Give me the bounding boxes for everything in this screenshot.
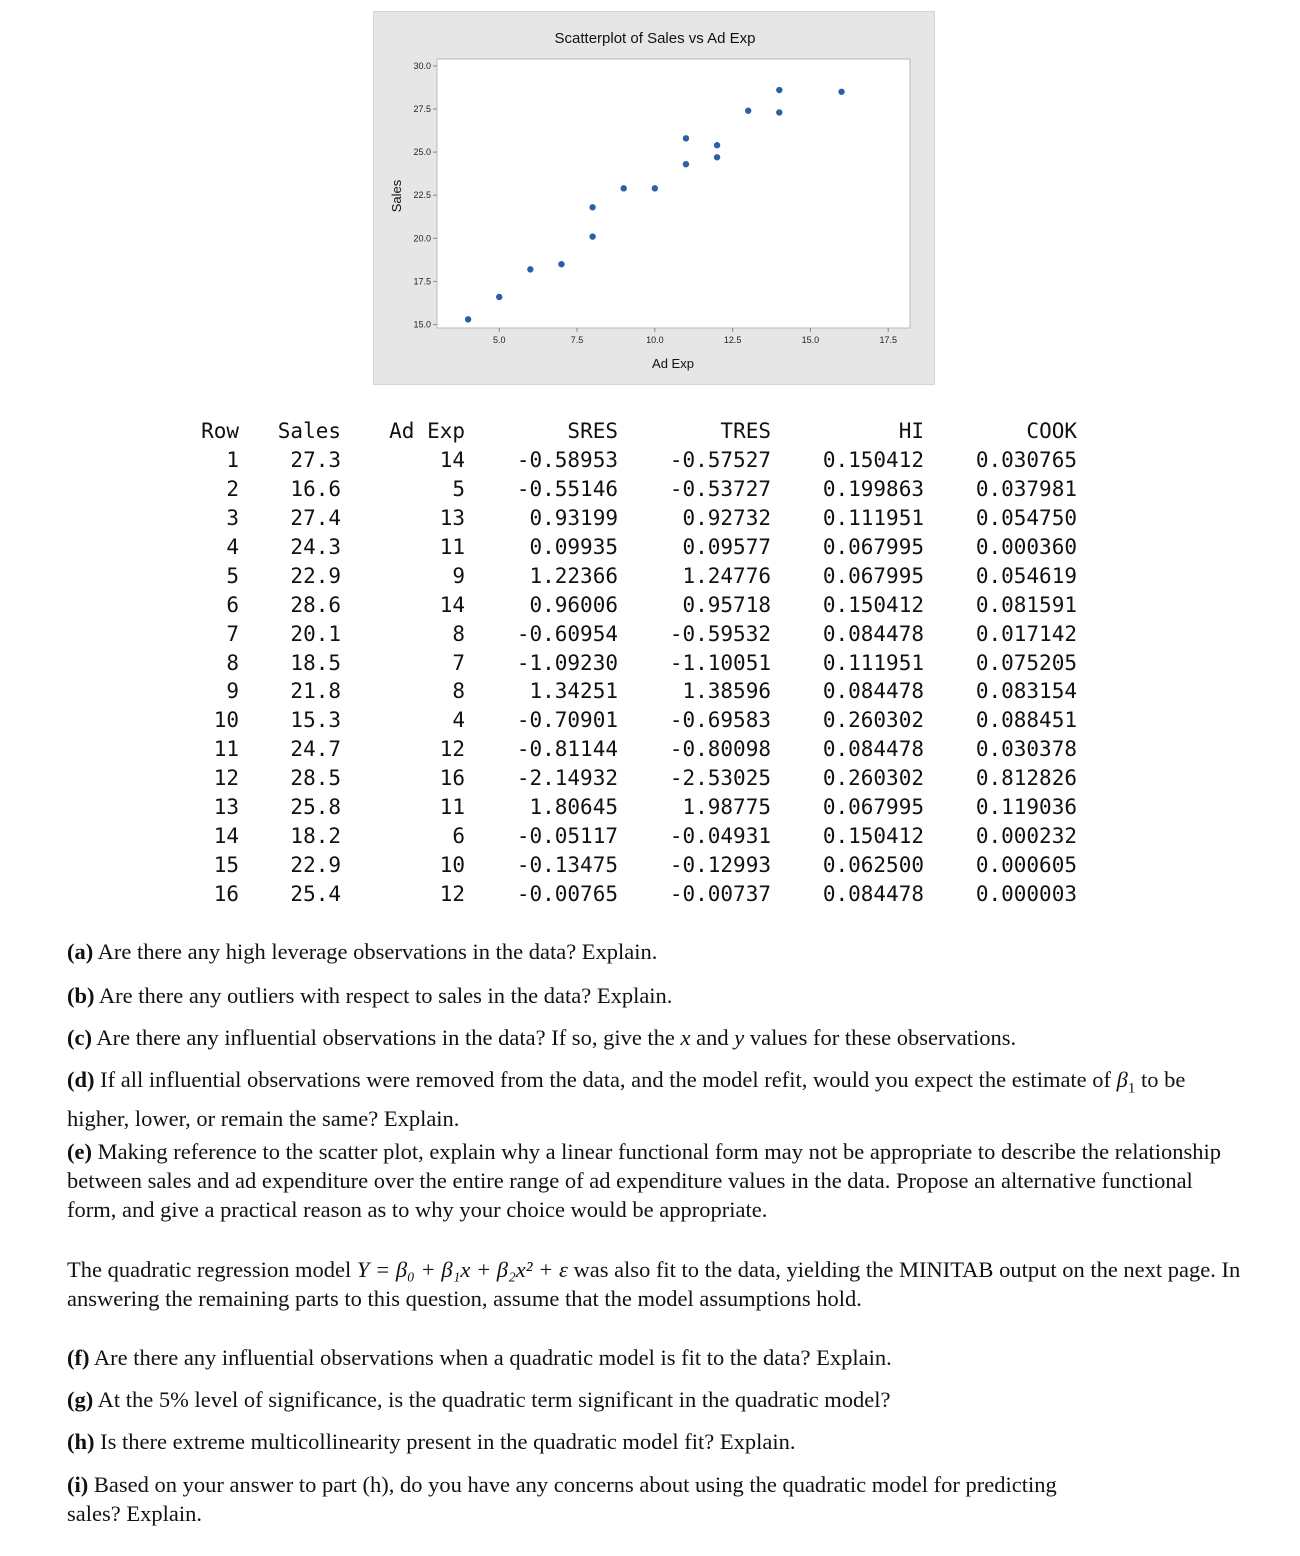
table-row (185, 850, 1077, 879)
quadratic-intro-tail: was also fit to the data, yielding the MINITAB output on the next page. In answering the remaining parts to this question, assume that the model assumptions hold. (67, 1257, 1241, 1311)
cook-value: 0.088451 (975, 708, 1077, 733)
tres-value: -0.04931 (669, 823, 771, 848)
y-axis-label: Sales (389, 179, 404, 213)
question-i (67, 1470, 1107, 1528)
question-e-text: Making reference to the scatter plot, explain why a linear functional form may not be appropriate to describe the relationship between sales and ad expenditure over the entire range of ad expenditure values in the data. Propose an alternative functional form, and give a practical reason as to why your choice would be appropriate. (67, 1139, 1221, 1222)
table-row (185, 475, 1077, 504)
tres-value: -0.80098 (669, 737, 771, 762)
chart-title: Scatterplot of Sales vs Ad Exp (554, 30, 756, 47)
row-number: 10 (213, 708, 239, 733)
sres-value: -0.05117 (516, 823, 618, 848)
question-i-text: Based on your answer to part (h), do you have any concerns about using the quadratic model for predicting sales? Explain. (67, 1472, 1057, 1526)
sres-value: -0.70901 (516, 708, 618, 733)
sres-value: 1.80645 (529, 795, 618, 820)
tres-value: 0.92732 (682, 506, 771, 531)
question-g (67, 1385, 1242, 1414)
question-h-text: Is there extreme multicollinearity present in the quadratic model fit? Explain. (94, 1429, 796, 1454)
tres-value: -2.53025 (669, 766, 771, 791)
question-d-tail: to be higher, lower, or remain the same? Explain. (67, 1067, 1186, 1131)
cook-value: 0.030378 (975, 737, 1077, 762)
x-tick-label: 17.5 (879, 335, 897, 345)
question-c (67, 1023, 1242, 1052)
scatter-point (776, 87, 782, 93)
question-g-text: At the 5% level of significance, is the quadratic term significant in the quadratic model? (93, 1387, 891, 1412)
tres-value: -0.69583 (669, 708, 771, 733)
cook-value: 0.812826 (975, 766, 1077, 791)
y-tick-label: 17.5 (413, 276, 431, 287)
question-c-tail: values for these observations. (744, 1025, 1017, 1050)
scatter-point (714, 154, 720, 160)
table-header-row (185, 417, 1077, 446)
table-row (185, 735, 1077, 764)
question-e (67, 1137, 1242, 1224)
question-f-text: Are there any influential observations when a quadratic model is fit to the data? Explain. (89, 1345, 892, 1370)
sres-value: -0.81144 (516, 737, 618, 762)
scatter-point (527, 266, 533, 272)
scatter-point (745, 108, 751, 114)
ad-exp-value: 4 (452, 708, 465, 733)
row-number: 7 (226, 621, 239, 646)
row-number: 3 (226, 506, 239, 531)
header-hi: HI (898, 419, 924, 444)
sres-value: -0.58953 (516, 448, 618, 473)
sres-value: 0.93199 (529, 506, 618, 531)
table-row (185, 446, 1077, 475)
scatter-point (714, 142, 720, 148)
cook-value: 0.054619 (975, 563, 1077, 588)
cook-value: 0.017142 (975, 621, 1077, 646)
row-number: 16 (213, 881, 239, 906)
sales-value: 15.3 (290, 708, 341, 733)
sres-value: -0.60954 (516, 621, 618, 646)
cook-value: 0.000360 (975, 535, 1077, 559)
question-d-text: If all influential observations were removed from the data, and the model refit, would you expect the estimate of (94, 1067, 1117, 1092)
tres-value: 1.38596 (682, 679, 771, 704)
row-number: 2 (226, 477, 239, 502)
question-b-label: (b) (67, 983, 95, 1008)
hi-value: 0.084478 (822, 881, 924, 906)
question-i-label: (i) (67, 1472, 89, 1497)
row-number: 4 (226, 535, 239, 559)
question-c-label: (c) (67, 1025, 92, 1050)
sres-value: -0.00765 (516, 881, 618, 906)
row-number: 8 (226, 650, 239, 675)
question-c-y: y (734, 1025, 745, 1050)
tres-value: 1.98775 (682, 795, 771, 820)
hi-value: 0.067995 (822, 563, 924, 588)
tres-value: -0.59532 (669, 621, 771, 646)
question-h-label: (h) (67, 1429, 95, 1454)
table-row (185, 561, 1077, 590)
tres-value: -0.12993 (669, 852, 771, 877)
sales-value: 18.2 (290, 823, 341, 848)
sales-value: 27.4 (290, 506, 341, 531)
y-tick-label: 20.0 (413, 233, 431, 244)
quadratic-equation: Y = β₀ + β₁x + β₂x² + ε (356, 1257, 568, 1282)
question-b-text: Are there any outliers with respect to sales in the data? Explain. (94, 983, 673, 1008)
scatter-point (838, 89, 844, 95)
table-row (185, 764, 1077, 793)
x-tick-label: 7.5 (570, 335, 584, 345)
cook-value: 0.000232 (975, 823, 1077, 848)
y-tick-label: 22.5 (413, 190, 431, 201)
cook-value: 0.081591 (975, 592, 1077, 617)
x-axis-label: Ad Exp (652, 356, 694, 371)
hi-value: 0.150412 (822, 448, 924, 473)
ad-exp-value: 8 (452, 621, 465, 646)
table-row (185, 821, 1077, 850)
sales-value: 28.5 (290, 766, 341, 791)
sres-value: 1.22366 (529, 563, 618, 588)
question-b (67, 981, 1242, 1010)
hi-value: 0.062500 (822, 852, 924, 877)
tres-value: -0.53727 (669, 477, 771, 502)
ad-exp-value: 11 (439, 535, 465, 559)
cook-value: 0.030765 (975, 448, 1077, 473)
sales-value: 21.8 (290, 679, 341, 704)
y-tick-label: 15.0 (413, 319, 431, 330)
cook-value: 0.000003 (975, 881, 1077, 906)
cook-value: 0.083154 (975, 679, 1077, 704)
question-d-sub: 1 (1127, 1080, 1136, 1097)
question-a-text: Are there any high leverage observations in the data? Explain. (93, 939, 658, 964)
ad-exp-value: 12 (439, 881, 465, 906)
y-tick-label: 25.0 (413, 147, 431, 158)
hi-value: 0.260302 (822, 708, 924, 733)
diagnostics-table (185, 417, 1077, 908)
question-a (67, 937, 1242, 966)
question-c-text: Are there any influential observations in the data? If so, give the (91, 1025, 681, 1050)
ad-exp-value: 14 (439, 592, 465, 617)
row-number: 14 (213, 823, 239, 848)
question-h (67, 1427, 1242, 1456)
sres-value: -0.13475 (516, 852, 618, 877)
hi-value: 0.260302 (822, 766, 924, 791)
header-ad-exp: Ad Exp (389, 419, 465, 444)
x-tick-label: 12.5 (723, 335, 742, 345)
sales-value: 25.8 (290, 795, 341, 820)
row-number: 15 (213, 852, 239, 877)
quadratic-intro (67, 1255, 1242, 1313)
ad-exp-value: 9 (452, 563, 465, 588)
tres-value: 1.24776 (682, 563, 771, 588)
tres-value: 0.09577 (682, 535, 771, 559)
hi-value: 0.150412 (822, 823, 924, 848)
row-number: 6 (226, 592, 239, 617)
header-cook: COOK (1026, 419, 1077, 444)
header-sales: Sales (277, 419, 341, 444)
tres-value: -0.00737 (669, 881, 771, 906)
question-a-label: (a) (67, 939, 94, 964)
sres-value: -1.09230 (516, 650, 618, 675)
table-row (185, 504, 1077, 533)
tres-value: 0.95718 (682, 592, 771, 617)
y-tick-label: 30.0 (413, 60, 431, 71)
sales-value: 27.3 (290, 448, 341, 473)
sales-value: 28.6 (290, 592, 341, 617)
x-tick-label: 10.0 (646, 335, 664, 345)
scatter-point (558, 261, 564, 267)
scatter-point (683, 161, 689, 167)
x-tick-label: 5.0 (492, 335, 506, 345)
scatterplot-panel (373, 11, 935, 385)
header-row: Row (201, 419, 239, 444)
row-number: 13 (213, 795, 239, 820)
ad-exp-value: 11 (439, 795, 465, 820)
table-row (185, 706, 1077, 735)
hi-value: 0.199863 (822, 477, 924, 502)
x-tick-label: 15.0 (801, 335, 820, 345)
hi-value: 0.111951 (822, 650, 924, 675)
scatter-point (776, 109, 782, 115)
table-row (185, 677, 1077, 706)
header-sres: SRES (567, 419, 618, 444)
table-row (185, 619, 1077, 648)
table-row (185, 533, 1077, 562)
ad-exp-value: 5 (452, 477, 465, 502)
question-g-label: (g) (67, 1387, 94, 1412)
scatterplot-svg (374, 12, 936, 386)
scatter-point (589, 233, 595, 239)
sres-value: -2.14932 (516, 766, 618, 791)
row-number: 9 (226, 679, 239, 704)
question-f-label: (f) (67, 1345, 90, 1370)
cook-value: 0.000605 (975, 852, 1077, 877)
sales-value: 20.1 (290, 621, 341, 646)
sres-value: 1.34251 (529, 679, 618, 704)
row-number: 5 (226, 563, 239, 588)
cook-value: 0.054750 (975, 506, 1077, 531)
ad-exp-value: 14 (439, 448, 465, 473)
ad-exp-value: 16 (439, 766, 465, 791)
row-number: 1 (226, 448, 239, 473)
question-d-label: (d) (67, 1067, 95, 1092)
sales-value: 16.6 (290, 477, 341, 502)
sales-value: 22.9 (290, 852, 341, 877)
sales-value: 22.9 (290, 563, 341, 588)
row-number: 12 (213, 766, 239, 791)
scatter-point (621, 185, 627, 191)
hi-value: 0.111951 (822, 506, 924, 531)
table-row (185, 648, 1077, 677)
scatter-point (683, 135, 689, 141)
sres-value: -0.55146 (516, 477, 618, 502)
cook-value: 0.075205 (975, 650, 1077, 675)
question-d (67, 1065, 1242, 1133)
ad-exp-value: 13 (439, 506, 465, 531)
sres-value: 0.96006 (529, 592, 618, 617)
ad-exp-value: 6 (452, 823, 465, 848)
cook-value: 0.037981 (975, 477, 1077, 502)
hi-value: 0.067995 (822, 535, 924, 559)
row-number: 11 (213, 737, 239, 762)
hi-value: 0.084478 (822, 679, 924, 704)
question-d-beta: β (1116, 1067, 1128, 1092)
cook-value: 0.119036 (975, 795, 1077, 820)
hi-value: 0.084478 (822, 621, 924, 646)
quadratic-intro-text: The quadratic regression model (67, 1257, 357, 1282)
sales-value: 24.7 (290, 737, 341, 762)
scatter-point (589, 204, 595, 210)
hi-value: 0.150412 (822, 592, 924, 617)
header-tres: TRES (720, 419, 771, 444)
ad-exp-value: 7 (452, 650, 465, 675)
hi-value: 0.084478 (822, 737, 924, 762)
hi-value: 0.067995 (822, 795, 924, 820)
ad-exp-value: 8 (452, 679, 465, 704)
table-row (185, 879, 1077, 908)
table-row (185, 793, 1077, 822)
question-e-label: (e) (67, 1139, 92, 1164)
tres-value: -1.10051 (669, 650, 771, 675)
table-row (185, 590, 1077, 619)
sres-value: 0.09935 (529, 535, 618, 559)
question-c-and: and (690, 1025, 735, 1050)
scatter-point (465, 316, 471, 322)
ad-exp-value: 10 (439, 852, 465, 877)
scatter-point (496, 294, 502, 300)
plot-area (437, 59, 910, 328)
question-c-x: x (680, 1025, 691, 1050)
sales-value: 25.4 (290, 881, 341, 906)
ad-exp-value: 12 (439, 737, 465, 762)
scatter-point (652, 185, 658, 191)
sales-value: 18.5 (290, 650, 341, 675)
sales-value: 24.3 (290, 535, 341, 559)
question-f (67, 1343, 1242, 1372)
y-tick-label: 27.5 (413, 104, 431, 115)
tres-value: -0.57527 (669, 448, 771, 473)
